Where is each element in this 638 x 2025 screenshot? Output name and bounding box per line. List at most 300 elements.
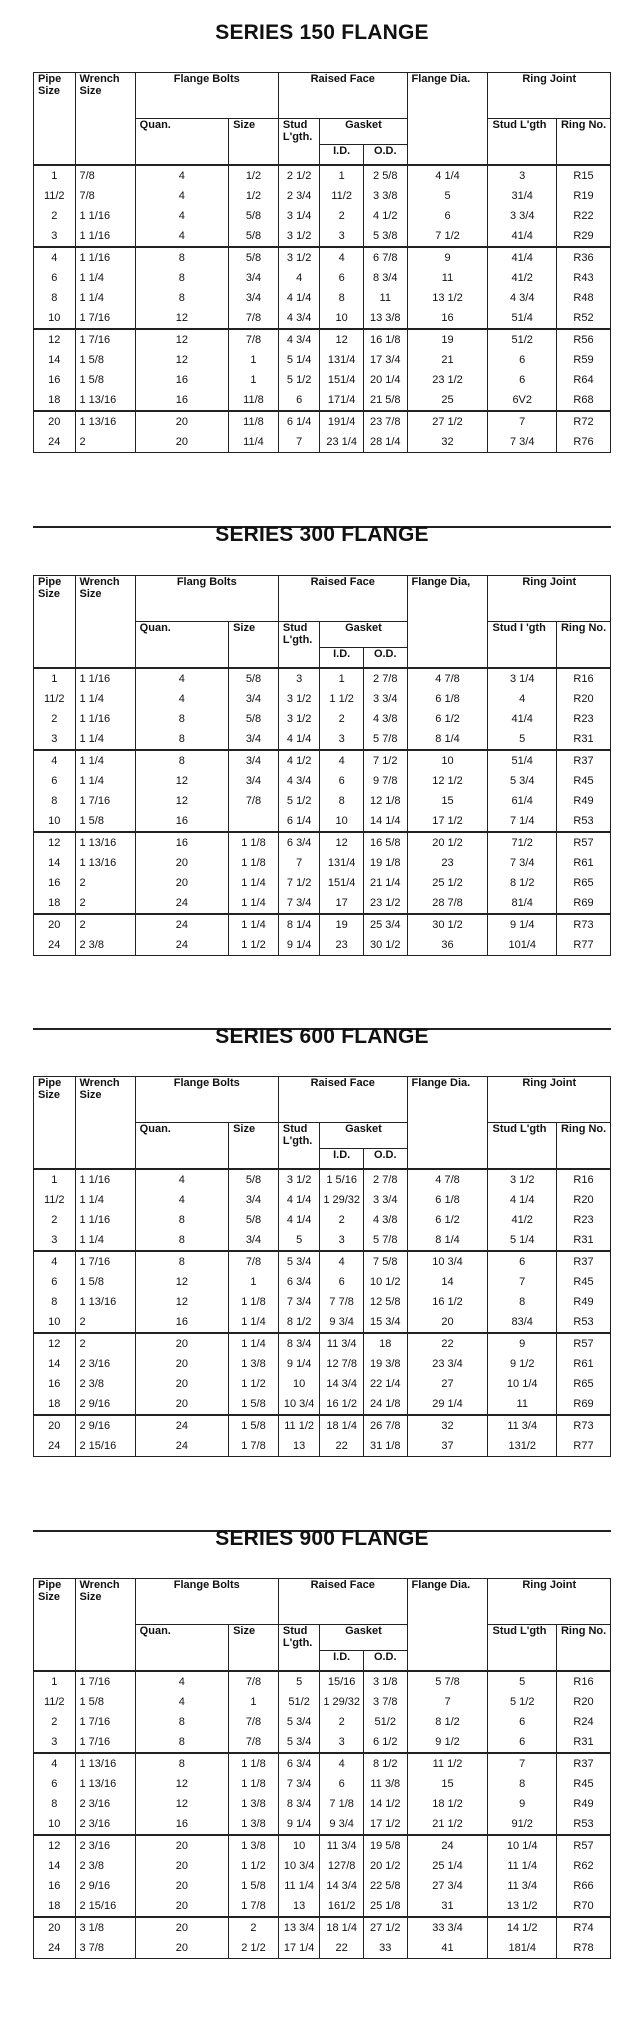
table-cell: 14 3/4 xyxy=(320,1374,364,1394)
header-gasket-od: O.D. xyxy=(363,648,407,668)
row-group xyxy=(34,411,611,453)
table-cell: R77 xyxy=(556,935,610,956)
table-cell: 1 1/2 xyxy=(229,935,279,956)
table-cell: 20 xyxy=(135,1374,228,1394)
table-cell: 9 xyxy=(488,1794,556,1814)
table-cell: 13 3/8 xyxy=(363,308,407,329)
table-cell: 10 3/4 xyxy=(278,1856,320,1876)
header-stud-length: Stud L'gth. xyxy=(278,1625,320,1671)
table-cell: 51/2 xyxy=(278,1692,320,1712)
table-row xyxy=(34,1856,611,1876)
table-cell: 22 xyxy=(320,1938,364,1959)
table-cell: 28 1/4 xyxy=(363,432,407,453)
table-cell: 83/4 xyxy=(488,1312,556,1333)
header-gasket: Gasket xyxy=(320,119,407,145)
table-cell: 6 3/4 xyxy=(278,1753,320,1774)
table-cell: 12 xyxy=(135,791,228,811)
header-flange-dia: Flange Dia. xyxy=(407,1579,488,1671)
table-cell: 1 xyxy=(34,1169,76,1190)
table-cell: 15/16 xyxy=(320,1671,364,1692)
table-cell: 4 1/4 xyxy=(278,1190,320,1210)
table-row xyxy=(34,268,611,288)
table-cell: 12 5/8 xyxy=(363,1292,407,1312)
table-cell: 10 xyxy=(407,750,488,771)
header-ring-no: Ring No. xyxy=(556,1123,610,1169)
table-cell: 1 1/16 xyxy=(75,226,135,247)
table-row xyxy=(34,873,611,893)
table-cell: 12 xyxy=(135,1292,228,1312)
table-cell: R16 xyxy=(556,1169,610,1190)
table-cell: 7 1/2 xyxy=(278,873,320,893)
table-cell: 8 xyxy=(135,288,228,308)
header-gasket-id: I.D. xyxy=(320,648,364,668)
table-cell: 1 1/16 xyxy=(75,206,135,226)
table-cell: R20 xyxy=(556,1190,610,1210)
table-cell: R74 xyxy=(556,1917,610,1938)
table-cell: 10 3/4 xyxy=(278,1394,320,1415)
table-cell: 8 xyxy=(135,1712,228,1732)
header-gasket: Gasket xyxy=(320,1123,407,1149)
table-cell: 1 1/4 xyxy=(75,771,135,791)
table-row xyxy=(34,1753,611,1774)
table-cell: 12 1/2 xyxy=(407,771,488,791)
table-cell: 8 xyxy=(135,1251,228,1272)
table-cell: 6 xyxy=(34,1272,76,1292)
table-cell: 22 1/4 xyxy=(363,1374,407,1394)
table-cell: 2 xyxy=(75,893,135,914)
table-row xyxy=(34,935,611,956)
table-cell: 27 3/4 xyxy=(407,1876,488,1896)
table-cell: 7/8 xyxy=(229,1671,279,1692)
table-cell: 1 1/16 xyxy=(75,1169,135,1190)
table-row xyxy=(34,1917,611,1938)
table-cell: 21 1/4 xyxy=(363,873,407,893)
header-gasket-id: I.D. xyxy=(320,1149,364,1169)
table-cell: 16 xyxy=(135,390,228,411)
table-cell: 1 1/4 xyxy=(75,1230,135,1251)
table-cell: 1 13/16 xyxy=(75,1292,135,1312)
table-cell: 13 3/4 xyxy=(278,1917,320,1938)
table-cell: R66 xyxy=(556,1876,610,1896)
table-cell: 10 1/4 xyxy=(488,1374,556,1394)
table-cell: 3 xyxy=(34,729,76,750)
table-cell: 131/4 xyxy=(320,350,364,370)
header-quan: Quan. xyxy=(135,1123,228,1169)
table-cell: 4 xyxy=(135,186,228,206)
table-cell: 3 7/8 xyxy=(75,1938,135,1959)
table-cell: R37 xyxy=(556,1251,610,1272)
table-cell: 41 xyxy=(407,1938,488,1959)
table-cell: 3/4 xyxy=(229,689,279,709)
table-cell: 16 xyxy=(34,370,76,390)
table-cell: 3 xyxy=(34,1732,76,1753)
table-cell: 4 1/2 xyxy=(278,750,320,771)
table-row xyxy=(34,411,611,432)
table-cell: 2 xyxy=(34,206,76,226)
table-cell: 4 3/8 xyxy=(363,709,407,729)
header-ring-no: Ring No. xyxy=(556,119,610,165)
table-cell: 19 3/8 xyxy=(363,1354,407,1374)
table-cell: 12 xyxy=(135,1272,228,1292)
table-cell: 4 xyxy=(135,1190,228,1210)
table-cell: 51/2 xyxy=(488,329,556,350)
table-cell: R45 xyxy=(556,1774,610,1794)
table-cell: 15 xyxy=(407,791,488,811)
table-header xyxy=(34,1579,611,1671)
table-cell: 5/8 xyxy=(229,1210,279,1230)
table-cell: 27 xyxy=(407,1374,488,1394)
header-quan: Quan. xyxy=(135,1625,228,1671)
table-cell: 5 xyxy=(278,1671,320,1692)
table-cell: 5 3/4 xyxy=(278,1712,320,1732)
table-cell: 3 1/2 xyxy=(278,689,320,709)
flange-table xyxy=(33,1076,611,1457)
table-cell: R52 xyxy=(556,308,610,329)
table-cell: 5/8 xyxy=(229,247,279,268)
table-cell: 3 xyxy=(278,668,320,689)
table-row xyxy=(34,1394,611,1415)
table-cell: 3 3/4 xyxy=(363,1190,407,1210)
table-cell: R23 xyxy=(556,709,610,729)
table-cell: 4 1/4 xyxy=(488,1190,556,1210)
table-cell: 16 1/8 xyxy=(363,329,407,350)
table-cell: 1 13/16 xyxy=(75,390,135,411)
table-cell: 37 xyxy=(407,1436,488,1457)
table-cell: 16 1/2 xyxy=(407,1292,488,1312)
table-cell: 1 1/4 xyxy=(75,729,135,750)
table-cell: 19 xyxy=(407,329,488,350)
table-cell: 18 xyxy=(34,1896,76,1917)
table-cell: 20 xyxy=(135,432,228,453)
table-cell: 15 3/4 xyxy=(363,1312,407,1333)
table-row xyxy=(34,1794,611,1814)
table-row xyxy=(34,329,611,350)
table-cell: 2 3/16 xyxy=(75,1835,135,1856)
table-cell: 7 3/4 xyxy=(488,432,556,453)
table-cell: 11/8 xyxy=(229,411,279,432)
table-row xyxy=(34,1415,611,1436)
row-group xyxy=(34,1251,611,1333)
table-cell: 8 xyxy=(320,288,364,308)
table-cell: 6 xyxy=(488,350,556,370)
table-cell: 9 3/4 xyxy=(320,1312,364,1333)
table-row xyxy=(34,165,611,186)
table-cell: 4 xyxy=(135,668,228,689)
table-cell: R76 xyxy=(556,432,610,453)
table-cell: 2 xyxy=(34,709,76,729)
header-size: Size xyxy=(229,119,279,165)
table-cell: 12 xyxy=(34,1333,76,1354)
table-cell: 16 xyxy=(34,873,76,893)
table-cell: 101/4 xyxy=(488,935,556,956)
table-cell: 4 1/4 xyxy=(278,288,320,308)
table-cell: 5/8 xyxy=(229,709,279,729)
table-cell: 7 7/8 xyxy=(320,1292,364,1312)
table-row xyxy=(34,791,611,811)
table-cell: 1 5/8 xyxy=(229,1876,279,1896)
table-cell: 131/2 xyxy=(488,1436,556,1457)
section-title: SERIES 600 FLANGE xyxy=(215,1025,429,1048)
table-cell: 7 1/4 xyxy=(488,811,556,832)
table-cell: 2 7/8 xyxy=(363,668,407,689)
table-cell: 4 7/8 xyxy=(407,668,488,689)
table-cell: 5/8 xyxy=(229,226,279,247)
header-stud-length: Stud L'gth. xyxy=(278,622,320,668)
table-cell: 6 xyxy=(34,771,76,791)
table-cell: 6 1/2 xyxy=(363,1732,407,1753)
table-cell: 5 1/4 xyxy=(488,1230,556,1251)
table-cell: R61 xyxy=(556,1354,610,1374)
table-cell: 11/8 xyxy=(229,390,279,411)
table-cell: 2 xyxy=(34,1712,76,1732)
table-cell: 17 1/4 xyxy=(278,1938,320,1959)
table-cell: 2 xyxy=(75,1333,135,1354)
table-cell: 5/8 xyxy=(229,668,279,689)
table-cell: 8 xyxy=(34,1794,76,1814)
table-cell: 2 3/16 xyxy=(75,1794,135,1814)
table-cell: 1 3/8 xyxy=(229,1835,279,1856)
table-cell: 20 xyxy=(135,1896,228,1917)
table-cell: 7 xyxy=(278,432,320,453)
table-cell: 8 1/2 xyxy=(488,873,556,893)
table-cell: 32 xyxy=(407,432,488,453)
table-cell: 2 3/8 xyxy=(75,1374,135,1394)
header-stud-length: Stud L'gth. xyxy=(278,1123,320,1169)
table-cell: 8 xyxy=(488,1292,556,1312)
table-cell: 23 1/2 xyxy=(363,893,407,914)
table-cell: 1 1/4 xyxy=(75,268,135,288)
table-cell: 19 xyxy=(320,914,364,935)
table-cell: 3/4 xyxy=(229,288,279,308)
table-cell: 2 3/4 xyxy=(278,186,320,206)
table-cell: 16 xyxy=(135,370,228,390)
table-cell: 1 xyxy=(320,668,364,689)
table-cell: 1 1/16 xyxy=(75,668,135,689)
table-cell: 1/2 xyxy=(229,165,279,186)
table-cell: R53 xyxy=(556,811,610,832)
table-row xyxy=(34,1814,611,1835)
header-ring-joint: Ring Joint xyxy=(488,576,611,622)
table-cell: 31 1/8 xyxy=(363,1436,407,1457)
header-size: Size xyxy=(229,622,279,668)
header-raised-face: Raised Face xyxy=(278,73,407,119)
header-wrench-size: Wrench Size xyxy=(75,1579,135,1671)
table-cell: 3/4 xyxy=(229,1230,279,1251)
table-cell: 16 xyxy=(135,811,228,832)
table-cell: 51/4 xyxy=(488,308,556,329)
table-cell: 4 1/4 xyxy=(278,729,320,750)
table-cell: 5 7/8 xyxy=(407,1671,488,1692)
header-ring-stud-length: Stud I 'gth xyxy=(488,622,556,668)
table-cell: R37 xyxy=(556,750,610,771)
table-cell: 20 xyxy=(135,873,228,893)
table-cell: 2 9/16 xyxy=(75,1394,135,1415)
table-cell: 3/4 xyxy=(229,1190,279,1210)
table-cell: 5 3/8 xyxy=(363,226,407,247)
table-cell: 2 xyxy=(320,709,364,729)
table-cell: 1 1/2 xyxy=(229,1374,279,1394)
table-cell: 41/2 xyxy=(488,268,556,288)
table-cell: 11 3/4 xyxy=(488,1415,556,1436)
table-cell: 1 1/4 xyxy=(229,1312,279,1333)
table-cell xyxy=(229,811,279,832)
table-cell: 10 xyxy=(320,811,364,832)
table-cell: 26 7/8 xyxy=(363,1415,407,1436)
table-cell: 2 5/8 xyxy=(363,165,407,186)
table-cell: R31 xyxy=(556,1230,610,1251)
table-cell: 36 xyxy=(407,935,488,956)
header-gasket-id: I.D. xyxy=(320,1651,364,1671)
table-cell: R53 xyxy=(556,1814,610,1835)
table-cell: 7/8 xyxy=(229,1732,279,1753)
table-cell: 2 15/16 xyxy=(75,1436,135,1457)
table-cell: R23 xyxy=(556,1210,610,1230)
table-cell: 8 xyxy=(135,1230,228,1251)
table-cell: 1 13/16 xyxy=(75,1774,135,1794)
header-size: Size xyxy=(229,1625,279,1671)
table-cell: 6 xyxy=(34,1774,76,1794)
table-cell: 10 xyxy=(278,1835,320,1856)
table-cell: 5 3/4 xyxy=(278,1251,320,1272)
table-row xyxy=(34,750,611,771)
table-cell: 8 xyxy=(34,791,76,811)
table-cell: 5 3/4 xyxy=(488,771,556,791)
table-row xyxy=(34,832,611,853)
table-cell: 127/8 xyxy=(320,1856,364,1876)
table-cell: 20 xyxy=(135,853,228,873)
table-cell: 14 1/4 xyxy=(363,811,407,832)
table-row xyxy=(34,811,611,832)
table-cell: 12 xyxy=(135,771,228,791)
table-cell: 4 xyxy=(135,165,228,186)
table-cell: 8 1/4 xyxy=(407,729,488,750)
table-cell: 3 xyxy=(320,729,364,750)
table-cell: 1 1/4 xyxy=(75,750,135,771)
table-cell: 191/4 xyxy=(320,411,364,432)
row-group xyxy=(34,329,611,411)
table-cell: 5 7/8 xyxy=(363,729,407,750)
table-cell: 4 7/8 xyxy=(407,1169,488,1190)
table-cell: 2 xyxy=(75,914,135,935)
table-cell: 4 xyxy=(135,689,228,709)
table-cell: 24 xyxy=(34,1436,76,1457)
table-cell: 20 1/2 xyxy=(407,832,488,853)
table-cell: 4 xyxy=(320,750,364,771)
table-cell: 14 1/2 xyxy=(488,1917,556,1938)
table-cell: 7/8 xyxy=(229,791,279,811)
table-cell: R20 xyxy=(556,689,610,709)
table-cell: 2 xyxy=(229,1917,279,1938)
table-cell: 7 xyxy=(488,411,556,432)
table-cell: 1 7/16 xyxy=(75,329,135,350)
table-cell: 7 xyxy=(407,1692,488,1712)
header-pipe-size: Pipe Size xyxy=(34,1579,76,1671)
table-cell: 17 1/2 xyxy=(407,811,488,832)
table-cell: 12 xyxy=(34,832,76,853)
table-cell: 24 xyxy=(135,914,228,935)
table-cell: 14 xyxy=(34,853,76,873)
table-cell: 7/8 xyxy=(229,308,279,329)
table-cell: 2 1/2 xyxy=(229,1938,279,1959)
table-cell: 11 1/2 xyxy=(278,1415,320,1436)
table-cell: 6 1/4 xyxy=(278,811,320,832)
table-cell: 6 xyxy=(34,268,76,288)
table-cell: R20 xyxy=(556,1692,610,1712)
table-cell: 29 1/4 xyxy=(407,1394,488,1415)
table-row xyxy=(34,1876,611,1896)
table-cell: 16 xyxy=(407,308,488,329)
table-row xyxy=(34,1938,611,1959)
table-cell: 5 1/2 xyxy=(488,1692,556,1712)
table-row xyxy=(34,206,611,226)
table-cell: 1 7/16 xyxy=(75,791,135,811)
table-cell: 1 1/4 xyxy=(229,914,279,935)
table-row xyxy=(34,1712,611,1732)
table-cell: 7 3/4 xyxy=(278,1292,320,1312)
table-cell: 2 xyxy=(320,1712,364,1732)
table-cell: R16 xyxy=(556,1671,610,1692)
row-group xyxy=(34,914,611,956)
flange-section xyxy=(33,520,611,956)
table-row xyxy=(34,1251,611,1272)
table-cell: 8 xyxy=(135,1753,228,1774)
table-cell: R64 xyxy=(556,370,610,390)
table-cell: R49 xyxy=(556,1794,610,1814)
table-cell: 22 xyxy=(320,1436,364,1457)
table-cell: 3 1/4 xyxy=(488,668,556,689)
table-cell: 11/4 xyxy=(229,432,279,453)
header-wrench-size: Wrench Size xyxy=(75,1077,135,1169)
table-cell: 3 xyxy=(34,226,76,247)
table-cell: 4 xyxy=(135,1169,228,1190)
table-cell: 1 29/32 xyxy=(320,1190,364,1210)
table-cell: 1 1/4 xyxy=(229,893,279,914)
table-cell: 12 xyxy=(135,329,228,350)
table-cell: 6V2 xyxy=(488,390,556,411)
header-raised-face: Raised Face xyxy=(278,576,407,622)
table-cell: 20 xyxy=(135,1835,228,1856)
table-cell: 11 3/4 xyxy=(488,1876,556,1896)
table-cell: 9 3/4 xyxy=(320,1814,364,1835)
table-cell: 7/8 xyxy=(229,1251,279,1272)
table-cell: 1 1/4 xyxy=(75,1190,135,1210)
table-cell: 2 3/8 xyxy=(75,935,135,956)
table-cell: 2 xyxy=(75,432,135,453)
table-cell: 9 1/2 xyxy=(407,1732,488,1753)
table-row xyxy=(34,308,611,329)
table-row xyxy=(34,668,611,689)
table-cell: 24 xyxy=(135,893,228,914)
table-cell: 1 xyxy=(229,1272,279,1292)
table-cell: 8 1/2 xyxy=(407,1712,488,1732)
header-raised-face: Raised Face xyxy=(278,1077,407,1123)
table-cell: R45 xyxy=(556,1272,610,1292)
table-cell: 3/4 xyxy=(229,729,279,750)
table-cell: 4 3/4 xyxy=(278,771,320,791)
table-cell: 1 5/8 xyxy=(75,811,135,832)
table-cell: 6 xyxy=(488,1712,556,1732)
table-cell: 21 1/2 xyxy=(407,1814,488,1835)
table-cell: 3 3/8 xyxy=(363,186,407,206)
table-cell: 3/4 xyxy=(229,771,279,791)
table-cell: 8 3/4 xyxy=(278,1794,320,1814)
table-cell: 16 1/2 xyxy=(320,1394,364,1415)
table-cell: 5 1/2 xyxy=(278,370,320,390)
header-gasket-od: O.D. xyxy=(363,1149,407,1169)
table-cell: 4 xyxy=(320,247,364,268)
table-cell: 6 7/8 xyxy=(363,247,407,268)
table-cell: 14 1/2 xyxy=(363,1794,407,1814)
